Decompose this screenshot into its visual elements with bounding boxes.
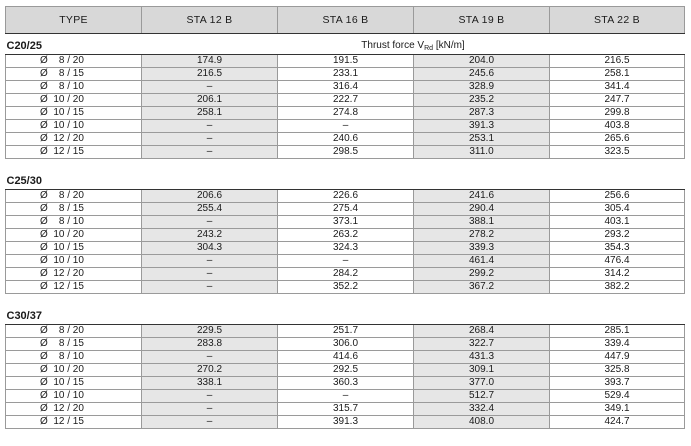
- type-cell: Ø 10 / 15: [6, 242, 142, 255]
- value-cell: 322.7: [414, 338, 550, 351]
- value-cell: –: [142, 120, 278, 133]
- type-cell: Ø 12 / 15: [6, 281, 142, 294]
- value-cell: 408.0: [414, 416, 550, 429]
- value-cell: 373.1: [278, 216, 414, 229]
- value-cell: 388.1: [414, 216, 550, 229]
- spacer-cell: [6, 294, 685, 305]
- value-cell: 206.1: [142, 94, 278, 107]
- value-cell: 414.6: [278, 351, 414, 364]
- value-cell: 247.7: [550, 94, 685, 107]
- value-cell: –: [142, 268, 278, 281]
- thrust-force-label: [142, 169, 685, 190]
- value-cell: –: [142, 216, 278, 229]
- value-cell: 391.3: [414, 120, 550, 133]
- value-cell: 270.2: [142, 364, 278, 377]
- value-cell: 431.3: [414, 351, 550, 364]
- header-type: TYPE: [6, 7, 142, 34]
- concrete-class-row: [6, 304, 685, 325]
- value-cell: 360.3: [278, 377, 414, 390]
- value-cell: 403.1: [550, 216, 685, 229]
- table-row: [6, 351, 685, 364]
- value-cell: 241.6: [414, 190, 550, 203]
- value-cell: 447.9: [550, 351, 685, 364]
- value-cell: 255.4: [142, 203, 278, 216]
- value-cell: –: [142, 81, 278, 94]
- concrete-class-label: C30/37: [6, 304, 142, 325]
- value-cell: 323.5: [550, 146, 685, 159]
- value-cell: –: [278, 120, 414, 133]
- value-cell: –: [142, 146, 278, 159]
- concrete-class-label: C20/25: [6, 34, 142, 55]
- value-cell: 305.4: [550, 203, 685, 216]
- table-row: [6, 107, 685, 120]
- table-body: [6, 34, 685, 429]
- header-sta-19b: STA 19 B: [414, 7, 550, 34]
- type-cell: Ø 8 / 10: [6, 216, 142, 229]
- value-cell: 191.5: [278, 55, 414, 68]
- value-cell: 251.7: [278, 325, 414, 338]
- value-cell: 256.6: [550, 190, 685, 203]
- concrete-class-row: [6, 34, 685, 55]
- value-cell: 354.3: [550, 242, 685, 255]
- header-sta-16b: STA 16 B: [278, 7, 414, 34]
- type-cell: Ø 8 / 20: [6, 55, 142, 68]
- table-row: [6, 338, 685, 351]
- table-row: [6, 68, 685, 81]
- spacer-cell: [6, 159, 685, 170]
- value-cell: 424.7: [550, 416, 685, 429]
- value-cell: 268.4: [414, 325, 550, 338]
- table-row: [6, 94, 685, 107]
- table-row: [6, 120, 685, 133]
- value-cell: 206.6: [142, 190, 278, 203]
- value-cell: 285.1: [550, 325, 685, 338]
- value-cell: 263.2: [278, 229, 414, 242]
- value-cell: 314.2: [550, 268, 685, 281]
- value-cell: 265.6: [550, 133, 685, 146]
- table-row: [6, 268, 685, 281]
- thrust-force-table: [5, 6, 685, 429]
- value-cell: 226.6: [278, 190, 414, 203]
- concrete-class-label: C25/30: [6, 169, 142, 190]
- value-cell: 325.8: [550, 364, 685, 377]
- value-cell: 258.1: [142, 107, 278, 120]
- value-cell: 306.0: [278, 338, 414, 351]
- value-cell: 284.2: [278, 268, 414, 281]
- value-cell: 349.1: [550, 403, 685, 416]
- table-row: [6, 146, 685, 159]
- value-cell: 403.8: [550, 120, 685, 133]
- value-cell: 245.6: [414, 68, 550, 81]
- type-cell: Ø 12 / 20: [6, 403, 142, 416]
- group-spacer: [6, 294, 685, 305]
- type-cell: Ø 10 / 15: [6, 107, 142, 120]
- value-cell: 311.0: [414, 146, 550, 159]
- table-row: [6, 242, 685, 255]
- type-cell: Ø 10 / 20: [6, 229, 142, 242]
- concrete-class-row: [6, 169, 685, 190]
- thrust-force-label: [142, 34, 685, 55]
- value-cell: 292.5: [278, 364, 414, 377]
- type-cell: Ø 10 / 20: [6, 94, 142, 107]
- value-cell: 275.4: [278, 203, 414, 216]
- thrust-force-label: [142, 304, 685, 325]
- value-cell: 328.9: [414, 81, 550, 94]
- table-row: [6, 229, 685, 242]
- value-cell: 299.8: [550, 107, 685, 120]
- type-cell: Ø 8 / 10: [6, 81, 142, 94]
- value-cell: 382.2: [550, 281, 685, 294]
- group-spacer: [6, 159, 685, 170]
- value-cell: –: [142, 133, 278, 146]
- value-cell: 233.1: [278, 68, 414, 81]
- value-cell: 316.4: [278, 81, 414, 94]
- value-cell: 293.2: [550, 229, 685, 242]
- value-cell: 377.0: [414, 377, 550, 390]
- table-row: [6, 377, 685, 390]
- value-cell: 235.2: [414, 94, 550, 107]
- table-row: [6, 216, 685, 229]
- value-cell: 393.7: [550, 377, 685, 390]
- value-cell: –: [142, 403, 278, 416]
- thrust-force-table-page: [5, 6, 684, 429]
- value-cell: –: [142, 351, 278, 364]
- value-cell: 283.8: [142, 338, 278, 351]
- table-row: [6, 255, 685, 268]
- type-cell: Ø 10 / 10: [6, 255, 142, 268]
- type-cell: Ø 12 / 15: [6, 416, 142, 429]
- table-row: [6, 416, 685, 429]
- value-cell: 216.5: [550, 55, 685, 68]
- value-cell: 332.4: [414, 403, 550, 416]
- value-cell: 341.4: [550, 81, 685, 94]
- value-cell: 274.8: [278, 107, 414, 120]
- value-cell: –: [142, 416, 278, 429]
- table-row: [6, 325, 685, 338]
- type-cell: Ø 12 / 20: [6, 133, 142, 146]
- thrust-label-subscript: Rd: [424, 45, 434, 52]
- table-row: [6, 55, 685, 68]
- value-cell: 352.2: [278, 281, 414, 294]
- value-cell: 461.4: [414, 255, 550, 268]
- value-cell: 174.9: [142, 55, 278, 68]
- value-cell: 287.3: [414, 107, 550, 120]
- value-cell: 253.1: [414, 133, 550, 146]
- table-row: [6, 364, 685, 377]
- table-row: [6, 203, 685, 216]
- value-cell: 512.7: [414, 390, 550, 403]
- value-cell: 367.2: [414, 281, 550, 294]
- value-cell: 391.3: [278, 416, 414, 429]
- value-cell: 258.1: [550, 68, 685, 81]
- table-row: [6, 81, 685, 94]
- value-cell: 339.3: [414, 242, 550, 255]
- type-cell: Ø 10 / 10: [6, 390, 142, 403]
- value-cell: 240.6: [278, 133, 414, 146]
- thrust-label-suffix: [kN/m]: [433, 40, 465, 51]
- type-cell: Ø 8 / 20: [6, 325, 142, 338]
- value-cell: 298.5: [278, 146, 414, 159]
- type-cell: Ø 10 / 10: [6, 120, 142, 133]
- type-cell: Ø 10 / 15: [6, 377, 142, 390]
- value-cell: 309.1: [414, 364, 550, 377]
- value-cell: 229.5: [142, 325, 278, 338]
- value-cell: 338.1: [142, 377, 278, 390]
- value-cell: 204.0: [414, 55, 550, 68]
- type-cell: Ø 8 / 10: [6, 351, 142, 364]
- type-cell: Ø 12 / 15: [6, 146, 142, 159]
- value-cell: 278.2: [414, 229, 550, 242]
- table-row: [6, 281, 685, 294]
- value-cell: 222.7: [278, 94, 414, 107]
- value-cell: 315.7: [278, 403, 414, 416]
- value-cell: 304.3: [142, 242, 278, 255]
- type-cell: Ø 8 / 15: [6, 68, 142, 81]
- type-cell: Ø 12 / 20: [6, 268, 142, 281]
- value-cell: 529.4: [550, 390, 685, 403]
- value-cell: 476.4: [550, 255, 685, 268]
- type-cell: Ø 8 / 20: [6, 190, 142, 203]
- table-row: [6, 190, 685, 203]
- thrust-label-prefix: Thrust force V: [361, 40, 425, 51]
- table-row: [6, 403, 685, 416]
- value-cell: –: [142, 390, 278, 403]
- value-cell: –: [142, 281, 278, 294]
- header-sta-12b: STA 12 B: [142, 7, 278, 34]
- table-header: [6, 7, 685, 34]
- header-sta-22b: STA 22 B: [550, 7, 685, 34]
- type-cell: Ø 8 / 15: [6, 203, 142, 216]
- type-cell: Ø 8 / 15: [6, 338, 142, 351]
- table-row: [6, 133, 685, 146]
- value-cell: 216.5: [142, 68, 278, 81]
- table-row: [6, 390, 685, 403]
- value-cell: 339.4: [550, 338, 685, 351]
- value-cell: –: [278, 390, 414, 403]
- value-cell: 324.3: [278, 242, 414, 255]
- type-cell: Ø 10 / 20: [6, 364, 142, 377]
- value-cell: –: [278, 255, 414, 268]
- value-cell: 299.2: [414, 268, 550, 281]
- value-cell: 290.4: [414, 203, 550, 216]
- value-cell: 243.2: [142, 229, 278, 242]
- value-cell: –: [142, 255, 278, 268]
